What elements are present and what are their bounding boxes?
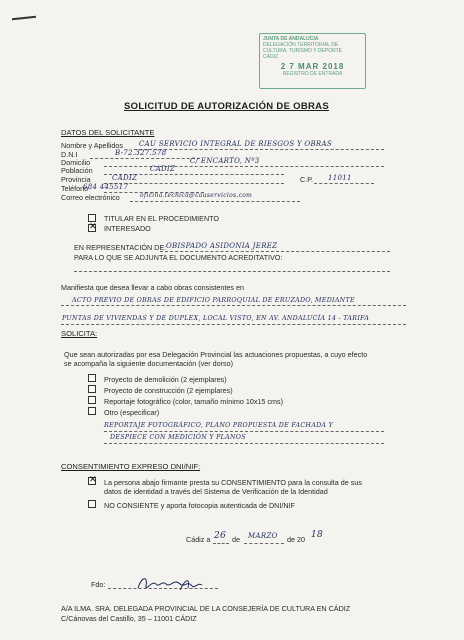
footer-line1: A/A ILMA. SRA. DELEGADA PROVINCIAL DE LA CONSEJERÍA DE CULTURA EN CÁDIZ (61, 604, 351, 613)
provincia-value: CADIZ (112, 174, 138, 182)
titular-label: TITULAR EN EL PROCEDIMIENTO (104, 214, 220, 223)
doc-label-demolicion: Proyecto de demolición (2 ejemplares) (104, 375, 227, 384)
stamp-date: 2 7 MAR 2018 (280, 62, 345, 71)
stamp-header: JUNTA DE ANDALUCIA (263, 36, 319, 42)
applicant-section-title: DATOS DEL SOLICITANTE (61, 128, 155, 137)
telefono-value: 684 445517 (83, 183, 129, 191)
scan-mark (12, 16, 36, 20)
stamp-line2: CULTURA, TURISMO Y DEPORTE (263, 48, 342, 54)
footer-line2: C/Cánovas del Castillo, 35 – 11001 CÁDIZ (61, 614, 197, 623)
request-section-title: SOLICITA: (61, 329, 98, 338)
consent-section-title: CONSENTIMIENTO EXPRESO DNI/NIF: (61, 462, 201, 471)
page-title: SOLICITUD DE AUTORIZACIÓN DE OBRAS (124, 101, 329, 112)
consent-yes-text1: La persona abajo firmante presta su CONSENTIMIENTO para la consulta de sus (104, 478, 362, 487)
telefono-label: Teléfono (61, 184, 89, 193)
dni-value: B-72.327.578 (115, 149, 167, 157)
doc-label-reportaje: Reportaje fotográfico (color, tamaño mínimo 10x15 cms) (104, 397, 283, 406)
consent-no-checkbox[interactable] (88, 500, 96, 508)
doc-label-otro: Otro (especificar) (104, 408, 160, 417)
request-text2: se acompaña la siguiente documentación (ver dorso) (64, 359, 234, 368)
works-intro: Manifiesta que desea llevar a cabo obras consistentes en (61, 283, 244, 292)
consent-yes-text2: datos de identidad a través del Sistema de Verificación de la Identidad (104, 487, 328, 496)
stamp-footer: REGISTRO DE ENTRADA (282, 71, 343, 77)
date-month: MARZO (248, 532, 278, 540)
date-de1: de (232, 535, 240, 544)
consent-no-text: NO CONSIENTE y aporta fotocopia autenticada de DNI/NIF (104, 501, 295, 510)
date-de2: de 20 (287, 535, 305, 544)
date-day: 26 (214, 531, 227, 541)
date-city: Cádiz a (186, 535, 211, 544)
check-x-icon: ✕ (89, 221, 97, 231)
email-value: oficina.tecnica@causervicios.com (140, 192, 253, 199)
doc-checkbox-otro[interactable] (88, 407, 96, 415)
cp-label: C.P. (300, 175, 314, 184)
representacion-label: EN REPRESENTACIÓN DE: (74, 243, 167, 252)
dni-label: D.N.I (61, 150, 78, 159)
provincia-label: Provincia (61, 175, 91, 184)
stamp-line1: DELEGACIÓN TERRITORIAL DE (263, 42, 339, 48)
stamp-line3: CÁDIZ (263, 54, 278, 60)
name-label: Nombre y Apellidos (61, 141, 123, 150)
poblacion-value: CADIZ (150, 165, 176, 173)
registration-stamp (259, 33, 366, 89)
doc-checkbox-construccion[interactable] (88, 385, 96, 393)
interesado-label: INTERESADO (104, 224, 151, 233)
domicilio-value: C/ ENCARTO, Nº3 (190, 157, 260, 165)
domicilio-label: Domicilio (61, 158, 91, 167)
date-year: 18 (311, 530, 324, 540)
request-text1: Que sean autorizadas por esa Delegación Provincial las actuaciones propuestas, a cuyo efecto (64, 350, 368, 359)
cp-value: 11011 (328, 174, 352, 182)
consent-yes-checkbox[interactable] (88, 474, 97, 485)
representacion-value: OBISPADO ASIDONIA JEREZ (166, 242, 278, 250)
interesado-checkbox[interactable] (88, 221, 97, 232)
doc-checkbox-reportaje[interactable] (88, 396, 96, 404)
poblacion-label: Población (61, 166, 93, 175)
name-value: CAU SERVICIO INTEGRAL DE RIESGOS Y OBRAS (139, 140, 332, 148)
email-label: Correo electrónico (61, 193, 120, 202)
handwritten-signature (136, 574, 206, 594)
works-line1: ACTO PREVIO DE OBRAS DE EDIFICIO PARROQUIAL DE ERUZADO, MEDIANTE (72, 297, 355, 304)
works-line2: PUNTAS DE VIVIENDAS Y DE DUPLEX, LOCAL VISTO, EN AV. ANDALUCÍA 14 - TARIFA (62, 315, 370, 322)
otro-line2: DESPIECE CON MEDICIÓN Y PLANOS (110, 434, 246, 441)
doc-label-construccion: Proyecto de construcción (2 ejemplares) (104, 386, 233, 395)
doc-checkbox-demolicion[interactable] (88, 374, 96, 382)
adjunta-label: PARA LO QUE SE ADJUNTA EL DOCUMENTO ACREDITATIVO: (74, 253, 283, 262)
check-x-icon: ✕ (89, 474, 97, 484)
otro-line1: REPORTAJE FOTOGRÁFICO, PLANO PROPUESTA DE FACHADA Y (104, 422, 334, 429)
signature-label: Fdo: (91, 580, 106, 589)
